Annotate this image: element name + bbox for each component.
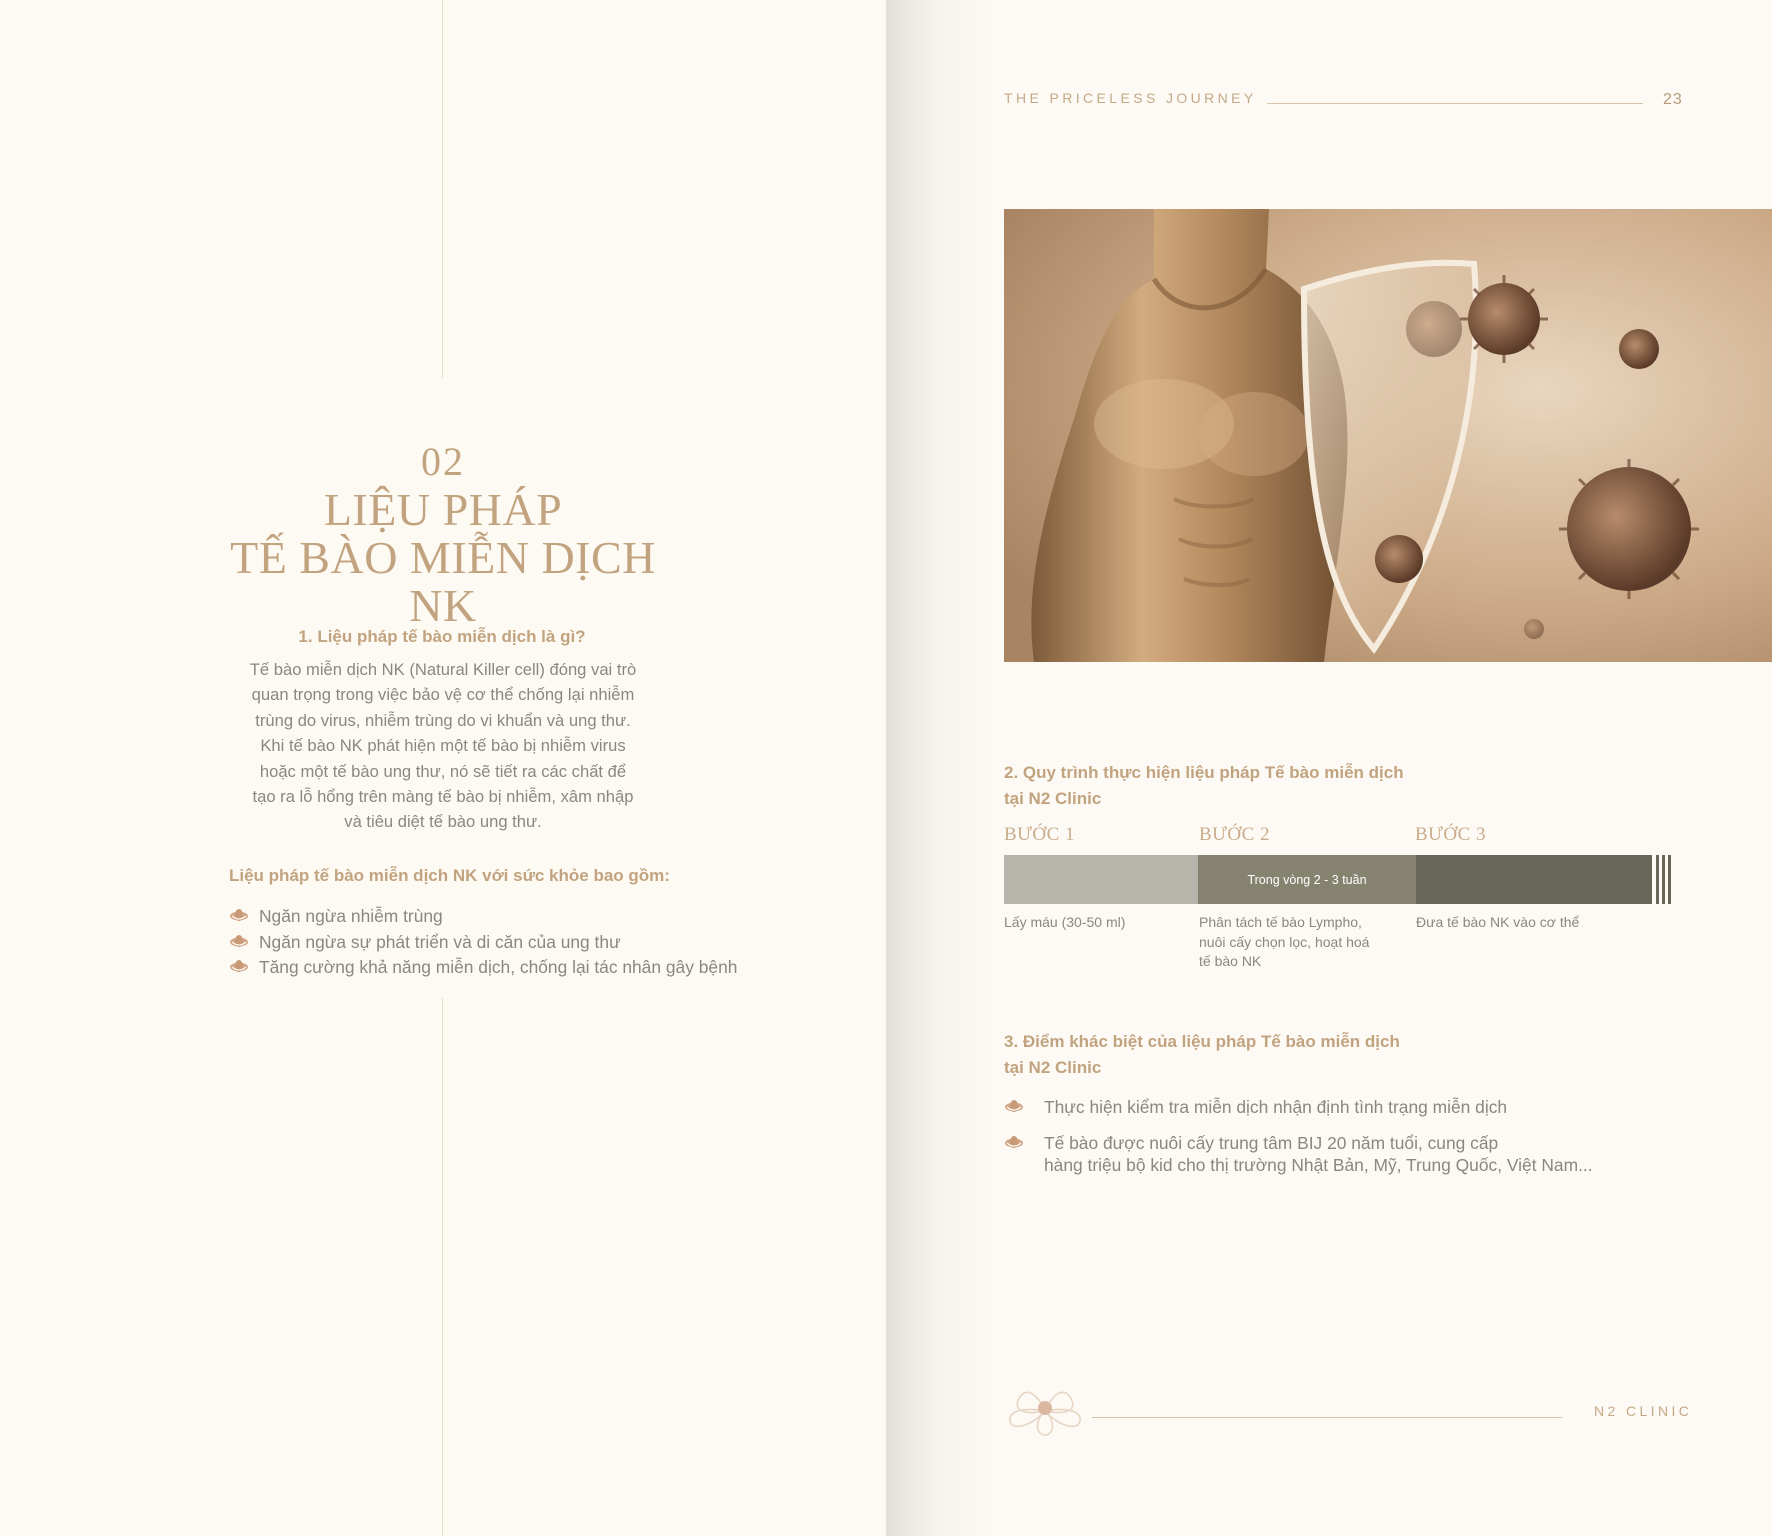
benefits-list [229,904,737,981]
step3-description [1416,913,1579,933]
benefits-title: Liệu pháp tế bào miễn dịch NK với sức khỏe bao gồm: [229,866,670,885]
process-title [1004,760,1404,812]
section1-body-line: hoặc một tế bào ung thư, nó sẽ tiết ra các chất để [259,761,627,781]
difference-text: Thực hiện kiểm tra miễn dịch nhận định tình trạng miễn dịch [1044,1097,1508,1117]
step2-description-line: nuôi cấy chọn lọc, hoạt hoá [1199,933,1370,950]
difference-text: hàng triệu bộ kid cho thị trường Nhật Bản, Mỹ, Trung Quốc, Việt Nam... [1044,1155,1593,1175]
header-divider [1267,103,1643,104]
section1-body-line: và tiêu diệt tế bào ung thư. [344,812,542,832]
chapter-number: 02 [421,439,465,484]
chapter-title-line1: LIỆU PHÁP [323,484,563,535]
step3-bar [1416,855,1652,904]
benefit-text: Ngăn ngừa nhiễm trùng [259,906,443,926]
footer-divider [1092,1417,1562,1418]
bar-end-stripe [1662,855,1665,904]
benefit-text: Ngăn ngừa sự phát triển và di căn của ung thư [259,931,621,952]
difference-title-line2: tại N2 Clinic [1004,1058,1102,1077]
difference-text: Tế bào được nuôi cấy trung tâm BIJ 20 năm tuổi, cung cấp [1044,1133,1499,1153]
right-page [886,0,1772,1536]
section1-body-line: tạo ra lỗ hổng trên màng tế bào bị nhiễm, xâm nhập [252,787,634,807]
process-title-line1: 2. Quy trình thực hiện liệu pháp Tế bào miễn dịch [1004,763,1404,782]
list-item [229,904,737,930]
chapter-title-line2: TẾ BÀO MIỄN DỊCH NK [230,532,656,631]
step1-bar [1004,855,1198,904]
step2-duration: Trong vòng 2 - 3 tuần [1247,872,1367,887]
section1-body-line: Khi tế bào NK phát hiện một tế bào bị nhiễm virus [260,736,626,756]
vertical-divider-top [442,0,443,378]
section1-title: 1. Liệu pháp tế bào miễn dịch là gì? [298,627,586,646]
header-title: THE PRICELESS JOURNEY [1004,90,1257,106]
lotus-bullet-icon [1004,1096,1044,1118]
step2-description-line: Phân tách tế bào Lympho, [1199,914,1362,930]
lotus-bullet-icon [229,955,259,980]
step1-description [1004,913,1125,933]
lotus-logo-icon [1004,1381,1086,1437]
difference-title-line1: 3. Điểm khác biệt của liệu pháp Tế bào miễn dịch [1004,1032,1400,1051]
list-item [229,930,737,956]
chapter-heading [200,438,686,630]
list-item [1004,1096,1593,1118]
difference-title [1004,1029,1400,1081]
section1-body-line: Tế bào miễn dịch NK (Natural Killer cell) đóng vai trò [249,660,637,679]
list-item [229,955,737,981]
bar-end-stripe [1656,855,1659,904]
section1-body [222,657,664,835]
lotus-bullet-icon [1004,1132,1044,1154]
footer-brand: N2 CLINIC [1594,1403,1693,1419]
list-item [1004,1132,1593,1176]
step1-description-line: Lấy máu (30-50 ml) [1004,914,1126,930]
gutter-shadow [886,0,996,1536]
benefit-text: Tăng cường khả năng miễn dịch, chống lại tác nhân gây bệnh [259,957,738,978]
step3-label: BƯỚC 3 [1415,824,1487,845]
step1-label: BƯỚC 1 [1004,824,1076,845]
step2-description-line: tế bào NK [1199,953,1262,969]
step2-bar [1198,855,1416,904]
bar-end-stripe [1668,855,1671,904]
lotus-bullet-icon [229,904,259,929]
process-title-line2: tại N2 Clinic [1004,789,1102,808]
page-number: 23 [1663,91,1683,108]
vertical-divider-bottom [442,998,443,1536]
section1-body-line: trùng do virus, nhiễm trùng do vi khuẩn và ung thư. [255,710,631,730]
step3-description-line: Đưa tế bào NK vào cơ thể [1416,914,1580,930]
hero-image-golden-body-shield-virus [1004,209,1772,662]
lotus-bullet-icon [229,930,259,955]
section1-body-line: quan trọng trong việc bảo vệ cơ thể chống lại nhiễm [251,685,635,705]
step2-description [1199,913,1369,972]
step2-label: BƯỚC 2 [1199,824,1271,845]
difference-list [1004,1096,1593,1176]
